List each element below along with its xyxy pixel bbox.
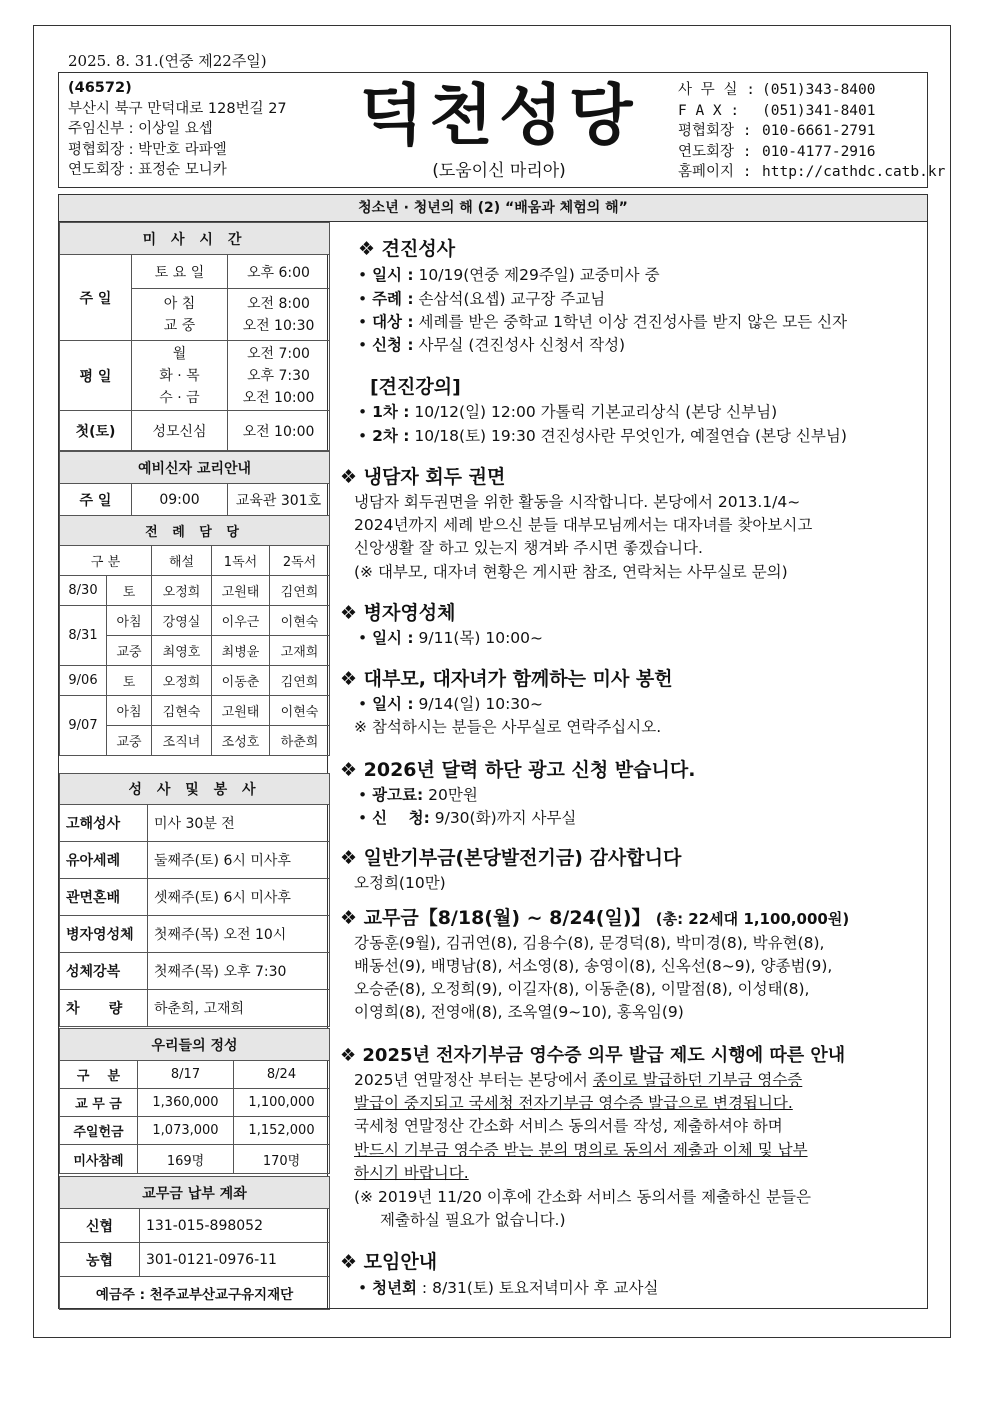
- accounts-rows-0-bank: 신협: [60, 1209, 140, 1243]
- s1-l4v: 사무실 (견진성사 신청서 작성): [413, 336, 626, 354]
- church-name: 덕천성당: [359, 77, 639, 154]
- zip-code: (46572): [68, 80, 132, 96]
- sacraments-rows-3-v: 첫째주(목) 오전 10시: [148, 916, 330, 953]
- e-receipt-text-6: (※ 2019년 11/20 이후에 간소화 서비스 동의서를 제출하신 분들은: [354, 1188, 811, 1206]
- offering-headers-1: 8/17: [138, 1061, 234, 1089]
- catechumen-title: 예비신자 교리안내: [60, 452, 330, 484]
- catechumen-table: [59, 451, 330, 516]
- accounts-rows-1-bank: 농협: [60, 1243, 140, 1277]
- liturgy-r1-slot: 토: [107, 576, 152, 606]
- liturgy-r4-a: 오정희: [152, 666, 212, 696]
- liturgy-headers-3: 2독서: [270, 546, 330, 576]
- liturgy-r5-slot: 아침: [107, 696, 152, 726]
- e-receipt-title: ❖ 2025년 전자기부금 영수증 의무 발급 제도 시행에 따른 안내: [340, 1045, 846, 1066]
- lapsed-text-1: 냉담자 회두권면을 위한 활동을 시작합니다. 본당에서 2013.1/4~: [354, 493, 801, 511]
- account-table: [59, 1176, 330, 1310]
- liturgy-r4-c: 김연희: [270, 666, 330, 696]
- liturgy-title: 전 례 담 당: [60, 516, 330, 546]
- header-contacts-4-value[interactable]: http://cathdc.catb.kr: [762, 164, 946, 180]
- calendar-ad-apply: • 신 청: 9/30(화)까지 사무실: [358, 809, 577, 827]
- catechumen-day: 주 일: [60, 484, 132, 516]
- godparent-mass-title: ❖ 대부모, 대자녀가 함께하는 미사 봉헌: [340, 668, 673, 690]
- offering-rows-0-k: 교 무 금: [60, 1089, 138, 1117]
- tithe-list-2: 배동선(9), 배명남(8), 서소영(8), 송영이(8), 신옥선(8~9), 양종범(9),: [354, 957, 833, 975]
- confirmation-lecture-title: [견진강의]: [370, 376, 461, 398]
- elder-head: 연도회장 : 표정순 모니카: [68, 162, 227, 178]
- confirmation-title: ❖ 견진성사: [358, 238, 456, 260]
- s5-k1: 광고료:: [372, 786, 424, 804]
- contact-homepage: [678, 162, 945, 183]
- liturgy-r4-b: 이동춘: [212, 666, 270, 696]
- mass-mon: 월: [172, 345, 187, 362]
- liturgy-headers-1: 해설: [152, 546, 212, 576]
- header-contacts-3-value: 010-4177-2916: [762, 143, 876, 160]
- liturgy-r3-b: 최병윤: [212, 636, 270, 666]
- mass-first-sat: 첫(토): [60, 411, 132, 451]
- s5-v2: 9/30(화)까지 사무실: [429, 809, 577, 827]
- offering-rows-1-b: 1,152,000: [234, 1117, 330, 1145]
- offering-rows-1-a: 1,073,000: [138, 1117, 234, 1145]
- sacraments-rows-0-v: 미사 30분 전: [148, 805, 330, 842]
- e-receipt-text-4: 반드시 기부금 영수증 받는 분의 명의로 동의서 제출과 이체 및 납부: [354, 1141, 808, 1159]
- accounts-rows-0-no: 131-015-898052: [140, 1209, 330, 1243]
- lapsed-text-4: (※ 대부모, 대자녀 현황은 게시판 참조, 연락처는 사무실로 문의): [354, 563, 788, 581]
- address: 부산시 북구 만덕대로 128번길 27: [68, 100, 287, 117]
- offering-rows-2-a: 169명: [138, 1145, 234, 1174]
- calendar-ad-fee: • 광고료: 20만원: [358, 786, 478, 804]
- sick-communion-date: • 일시 : 9/11(목) 10:00~: [358, 629, 544, 647]
- donation-donors: 오정희(10만): [354, 874, 446, 892]
- liturgy-r3-slot: 교중: [107, 636, 152, 666]
- offering-rows-0-a: 1,360,000: [138, 1089, 234, 1117]
- pastor: 주임신부 : 이상일 요셉: [68, 121, 213, 137]
- s1-l4k: 신청 :: [372, 336, 414, 354]
- s5-k2: 신 청:: [372, 809, 430, 827]
- e-receipt-text-1: [354, 1068, 802, 1090]
- header-contacts-4-label: 홈페이지 :: [678, 164, 752, 180]
- s9-v: : 8/31(토) 토요저녁미사 후 교사실: [417, 1279, 659, 1297]
- sacraments-title: 성 사 및 봉 사: [60, 774, 330, 805]
- liturgy-r1-a: 오정희: [152, 576, 212, 606]
- lapsed-title: ❖ 냉담자 회두 권면: [340, 466, 506, 488]
- left-column: [58, 222, 328, 1309]
- liturgy-r1-c: 김연희: [270, 576, 330, 606]
- sacraments-rows-5-v: 하춘희, 고재희: [148, 990, 330, 1027]
- confirmation-lecture-1: • 1차 : 10/12(일) 12:00 가톨릭 기본교리상식 (본당 신부님): [358, 403, 778, 421]
- liturgy-r3-c: 고재희: [270, 636, 330, 666]
- contact-council: [678, 121, 945, 142]
- s1-l2v: 손삼석(요셉) 교구장 주교님: [413, 290, 606, 308]
- mass-morning-time: 오전 8:00: [247, 295, 310, 312]
- header-contacts-2-label: 평협회장 :: [678, 123, 752, 139]
- mass-sat-time: 오후 6:00: [228, 255, 330, 289]
- s1-c2k: 2차 :: [372, 427, 410, 445]
- liturgy-r5-date: 9/07: [60, 696, 107, 756]
- header-contacts-0-label: 사 무 실 :: [678, 82, 755, 98]
- mass-first-sat-time: 오전 10:00: [228, 411, 330, 451]
- header-left: [68, 78, 287, 181]
- s7-title: ❖ 교무금【8/18(월) ~ 8/24(일)】: [340, 907, 651, 929]
- offering-table: [59, 1028, 330, 1174]
- s4-v: 9/14(일) 10:30~: [413, 695, 544, 713]
- contact-office: [678, 80, 945, 101]
- godparent-mass-note: ※ 참석하시는 분들은 사무실로 연락주십시오.: [354, 718, 662, 736]
- liturgy-r2-c: 이현숙: [270, 606, 330, 636]
- liturgy-headers-2: 1독서: [212, 546, 270, 576]
- liturgy-r2-date: 8/31: [60, 606, 107, 666]
- liturgy-r5-c: 이현숙: [270, 696, 330, 726]
- confirmation-eligibility: • 대상 : 세례를 받은 중학교 1학년 이상 견진성사를 받지 않은 모든 신자: [358, 313, 848, 331]
- lapsed-text-2: 2024년까지 세례 받으신 분들 대부모님께서는 대자녀를 찾아보시고: [354, 516, 813, 534]
- sacraments-rows-1-v: 둘째주(토) 6시 미사후: [148, 842, 330, 879]
- confirmation-lecture-2: • 2차 : 10/18(토) 19:30 견진성사란 무엇인가, 예절연습 (본당 신부님): [358, 427, 847, 445]
- sacraments-rows-0-k: 고해성사: [60, 805, 148, 842]
- sick-communion-title: ❖ 병자영성체: [340, 602, 456, 624]
- sacraments-rows-2-v: 셋째주(토) 6시 미사후: [148, 879, 330, 916]
- s1-c1k: 1차 :: [372, 403, 410, 421]
- liturgy-r5-b: 고원태: [212, 696, 270, 726]
- s1-l3k: 대상 :: [372, 313, 414, 331]
- bulletin-date: 2025. 8. 31.(연중 제22주일): [68, 52, 267, 70]
- e-receipt-text-2: 발급이 중지되고 국세청 전자기부금 영수증 발급으로 변경됩니다.: [354, 1094, 793, 1112]
- confirmation-apply: • 신청 : 사무실 (견진성사 신청서 작성): [358, 336, 626, 354]
- s3-v: 9/11(목) 10:00~: [413, 629, 544, 647]
- sacraments-table: [59, 773, 330, 1027]
- contact-fax: [678, 101, 945, 122]
- header-contacts-1-label: F A X :: [678, 102, 740, 119]
- liturgy-r4-date: 9/06: [60, 666, 107, 696]
- catechumen-place: 교육관 301호: [228, 484, 330, 516]
- liturgy-r3-a: 최영호: [152, 636, 212, 666]
- donation-title: ❖ 일반기부금(본당발전기금) 감사합니다: [340, 847, 682, 869]
- s1-c1v: 10/12(일) 12:00 가톨릭 기본교리상식 (본당 신부님): [409, 403, 778, 421]
- confirmation-celebrant: • 주례 : 손삼석(요셉) 교구장 주교님: [358, 290, 606, 308]
- header-contacts-2-value: 010-6661-2791: [762, 123, 876, 139]
- s1-c2v: 10/18(토) 19:30 견진성사란 무엇인가, 예절연습 (본당 신부님): [409, 427, 847, 445]
- sacraments-rows-5-k: 차 량: [60, 990, 148, 1027]
- mass-first-sat-name: 성모신심: [132, 411, 228, 451]
- offering-headers-2: 8/24: [234, 1061, 330, 1089]
- council-head: 평협회장 : 박만호 라파엘: [68, 141, 227, 158]
- s9-k: 청년회: [372, 1279, 417, 1297]
- s8-p1b: 종이로 발급하던 기부금 영수증: [592, 1071, 803, 1089]
- sacraments-rows-2-k: 관면혼배: [60, 879, 148, 916]
- liturgy-r6-c: 하춘희: [270, 726, 330, 756]
- confirmation-date: • 일시 : 10/19(연중 제29주일) 교중미사 중: [358, 266, 660, 284]
- tithe-list-1: 강동훈(9월), 김귀연(8), 김용수(8), 문경덕(8), 박미경(8), 박유현(8),: [354, 934, 825, 952]
- mass-tt-time: 오후 7:30: [247, 367, 310, 384]
- mass-school: 교 중: [163, 317, 196, 334]
- lapsed-text-3: 신앙생활 잘 하고 있는지 챙겨봐 주시면 좋겠습니다.: [354, 539, 703, 557]
- accounts-rows-1-no: 301-0121-0976-11: [140, 1243, 330, 1277]
- s8-p1a: 2025년 연말정산 부터는 본당에서: [354, 1071, 593, 1089]
- offering-title: 우리들의 정성: [60, 1029, 330, 1061]
- s3-k: 일시 :: [372, 629, 414, 647]
- header-contacts-3-label: 연도회장 :: [678, 143, 752, 160]
- meeting-youth: • 청년회 : 8/31(토) 토요저녁미사 후 교사실: [358, 1279, 659, 1297]
- liturgy-r2-slot: 아침: [107, 606, 152, 636]
- offering-rows-0-b: 1,100,000: [234, 1089, 330, 1117]
- header-contacts-0-value: (051)343-8400: [762, 82, 876, 98]
- sacraments-rows-4-v: 첫째주(목) 오후 7:30: [148, 953, 330, 990]
- calendar-ad-title: ❖ 2026년 달력 하단 광고 신청 받습니다.: [340, 759, 696, 781]
- mass-weekday: 평 일: [60, 341, 132, 411]
- mass-school-time: 오전 10:30: [242, 317, 315, 334]
- s1-l3v: 세례를 받은 중학교 1학년 이상 견진성사를 받지 않은 모든 신자: [413, 313, 848, 331]
- sacraments-rows-1-k: 유아세례: [60, 842, 148, 879]
- s4-k: 일시 :: [372, 695, 414, 713]
- sacraments-rows-4-k: 성체강복: [60, 953, 148, 990]
- s5-v1: 20만원: [423, 786, 478, 804]
- s1-l1v: 10/19(연중 제29주일) 교중미사 중: [413, 266, 660, 284]
- e-receipt-text-3: 국세청 연말정산 간소화 서비스 동의서를 작성, 제출하셔야 하며: [354, 1117, 783, 1135]
- tithe-title: [340, 903, 849, 930]
- church-patron: (도움이신 마리아): [432, 161, 566, 181]
- meeting-title: ❖ 모임안내: [340, 1251, 438, 1273]
- mass-wf: 수 · 금: [159, 389, 200, 406]
- header-contacts: [678, 80, 945, 183]
- mass-mon-time: 오전 7:00: [247, 345, 310, 362]
- tithe-list-3: 오승준(8), 오정희(9), 이길자(8), 이동춘(8), 이말점(8), 이성태(8),: [354, 980, 810, 998]
- offering-headers-0: 구 분: [60, 1061, 138, 1089]
- liturgy-r4-slot: 토: [107, 666, 152, 696]
- mass-tt: 화 · 목: [159, 367, 200, 384]
- theme-banner: 청소년 · 청년의 해 (2) “배움과 체험의 해”: [58, 194, 928, 222]
- accounts-holder: 예금주 : 천주교부산교구유지재단: [60, 1277, 330, 1310]
- catechumen-time: 09:00: [132, 484, 228, 516]
- liturgy-r5-a: 김현숙: [152, 696, 212, 726]
- mass-times-title: 미 사 시 간: [60, 223, 330, 255]
- liturgy-roster: [59, 515, 330, 756]
- offering-rows-2-k: 미사참례: [60, 1145, 138, 1174]
- mass-sat: 토 요 일: [132, 255, 228, 289]
- godparent-mass-date: • 일시 : 9/14(일) 10:30~: [358, 695, 544, 713]
- liturgy-r6-a: 조직녀: [152, 726, 212, 756]
- offering-rows-1-k: 주일헌금: [60, 1117, 138, 1145]
- offering-rows-2-b: 170명: [234, 1145, 330, 1174]
- liturgy-r2-a: 강영실: [152, 606, 212, 636]
- tithe-list-4: 이영희(8), 전영애(8), 조옥열(9~10), 홍옥임(9): [354, 1003, 684, 1021]
- s7-total: (총: 22세대 1,100,000원): [650, 910, 850, 928]
- e-receipt-text-7: 제출하실 필요가 없습니다.): [380, 1211, 566, 1229]
- mass-times-table: [59, 222, 330, 451]
- liturgy-r6-b: 조성호: [212, 726, 270, 756]
- header-contacts-1-value: (051)341-8401: [762, 102, 876, 119]
- mass-wf-time: 오전 10:00: [242, 389, 315, 406]
- accounts-title: 교무금 납부 계좌: [60, 1177, 330, 1209]
- s1-l2k: 주례 :: [372, 290, 414, 308]
- liturgy-r1-b: 고원태: [212, 576, 270, 606]
- liturgy-r1-date: 8/30: [60, 576, 107, 606]
- liturgy-r6-slot: 교중: [107, 726, 152, 756]
- mass-sunday: 주 일: [60, 255, 132, 341]
- e-receipt-text-5: 하시기 바랍니다.: [354, 1164, 469, 1182]
- s1-l1k: 일시 :: [372, 266, 414, 284]
- mass-morning: 아 침: [163, 295, 196, 312]
- contact-elder: [678, 142, 945, 163]
- sacraments-rows-3-k: 병자영성체: [60, 916, 148, 953]
- liturgy-r2-b: 이우근: [212, 606, 270, 636]
- liturgy-headers-0: 구 분: [60, 546, 152, 576]
